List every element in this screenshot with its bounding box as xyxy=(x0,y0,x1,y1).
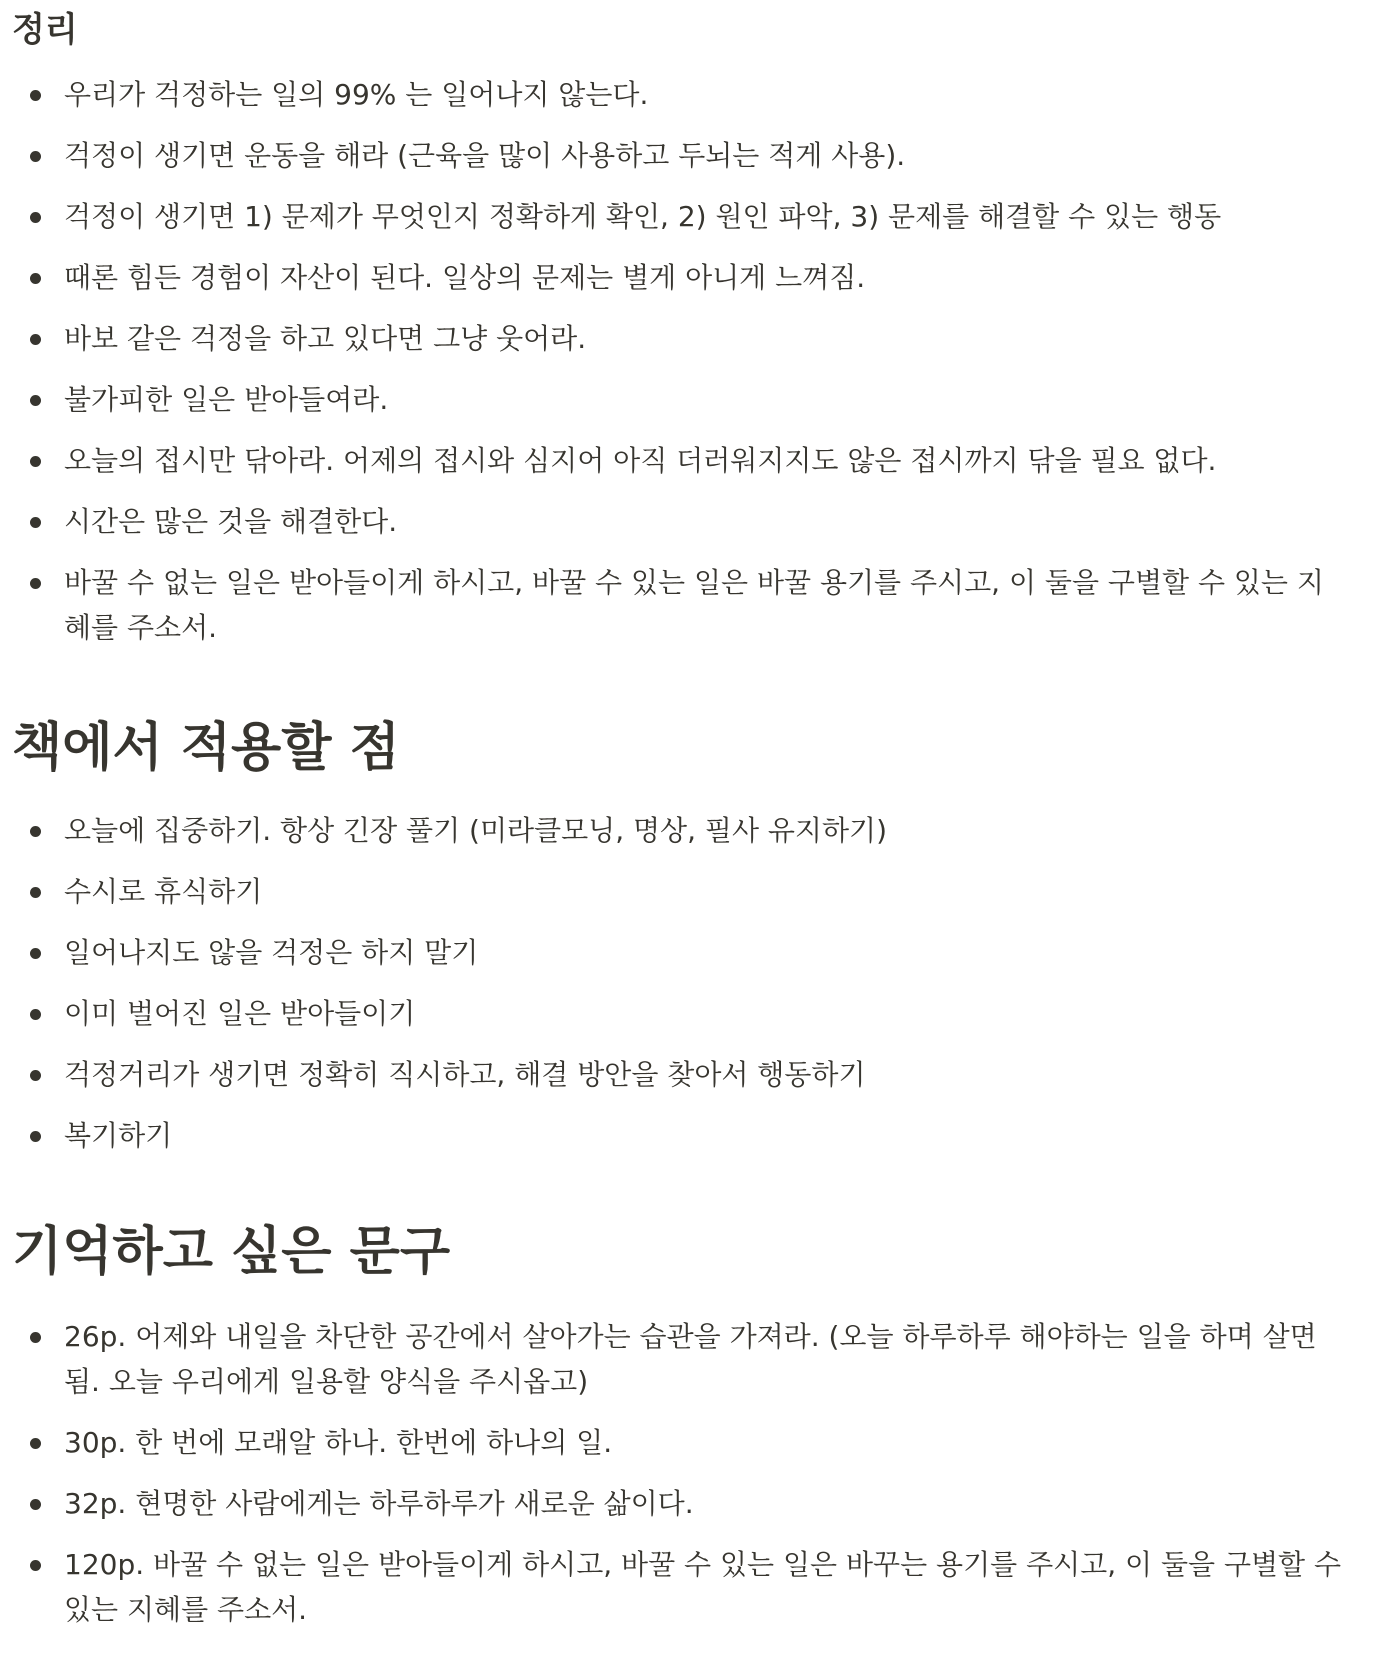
list-item: 시간은 많은 것을 해결한다. xyxy=(12,499,1349,544)
quotes-list xyxy=(12,1314,1349,1632)
list-item: 26p. 어제와 내일을 차단한 공간에서 살아가는 습관을 가져라. (오늘 하루하루 해야하는 일을 하며 살면 됨. 오늘 우리에게 일용할 양식을 주시옵고) xyxy=(12,1314,1349,1404)
list-item: 32p. 현명한 사람에게는 하루하루가 새로운 삶이다. xyxy=(12,1481,1349,1526)
list-item: 걱정이 생기면 운동을 해라 (근육을 많이 사용하고 두뇌는 적게 사용). xyxy=(12,133,1349,178)
apply-list xyxy=(12,808,1349,1158)
summary-heading: 정리 xyxy=(12,10,78,50)
list-item: 30p. 한 번에 모래알 하나. 한번에 하나의 일. xyxy=(12,1420,1349,1465)
list-item: 때론 힘든 경험이 자산이 된다. 일상의 문제는 별게 아니게 느껴짐. xyxy=(12,255,1349,300)
list-item: 복기하기 xyxy=(12,1113,1349,1158)
list-item: 불가피한 일은 받아들여라. xyxy=(12,377,1349,422)
list-item: 120p. 바꿀 수 없는 일은 받아들이게 하시고, 바꿀 수 있는 일은 바꾸는 용기를 주시고, 이 둘을 구별할 수 있는 지혜를 주소서. xyxy=(12,1542,1349,1632)
list-item: 바보 같은 걱정을 하고 있다면 그냥 웃어라. xyxy=(12,316,1349,361)
quotes-heading: 기억하고 싶은 문구 xyxy=(12,1222,451,1282)
list-item: 오늘의 접시만 닦아라. 어제의 접시와 심지어 아직 더러워지지도 않은 접시까지 닦을 필요 없다. xyxy=(12,438,1349,483)
list-item: 수시로 휴식하기 xyxy=(12,869,1349,914)
list-item: 우리가 걱정하는 일의 99% 는 일어나지 않는다. xyxy=(12,72,1349,117)
apply-heading: 책에서 적용할 점 xyxy=(12,718,400,778)
list-item: 오늘에 집중하기. 항상 긴장 풀기 (미라클모닝, 명상, 필사 유지하기) xyxy=(12,808,1349,853)
list-item: 이미 벌어진 일은 받아들이기 xyxy=(12,991,1349,1036)
list-item: 걱정이 생기면 1) 문제가 무엇인지 정확하게 확인, 2) 원인 파악, 3) 문제를 해결할 수 있는 행동 xyxy=(12,194,1349,239)
list-item: 걱정거리가 생기면 정확히 직시하고, 해결 방안을 찾아서 행동하기 xyxy=(12,1052,1349,1097)
list-item: 바꿀 수 없는 일은 받아들이게 하시고, 바꿀 수 있는 일은 바꿀 용기를 주시고, 이 둘을 구별할 수 있는 지혜를 주소서. xyxy=(12,560,1349,650)
summary-list xyxy=(12,72,1349,650)
list-item: 일어나지도 않을 걱정은 하지 말기 xyxy=(12,930,1349,975)
